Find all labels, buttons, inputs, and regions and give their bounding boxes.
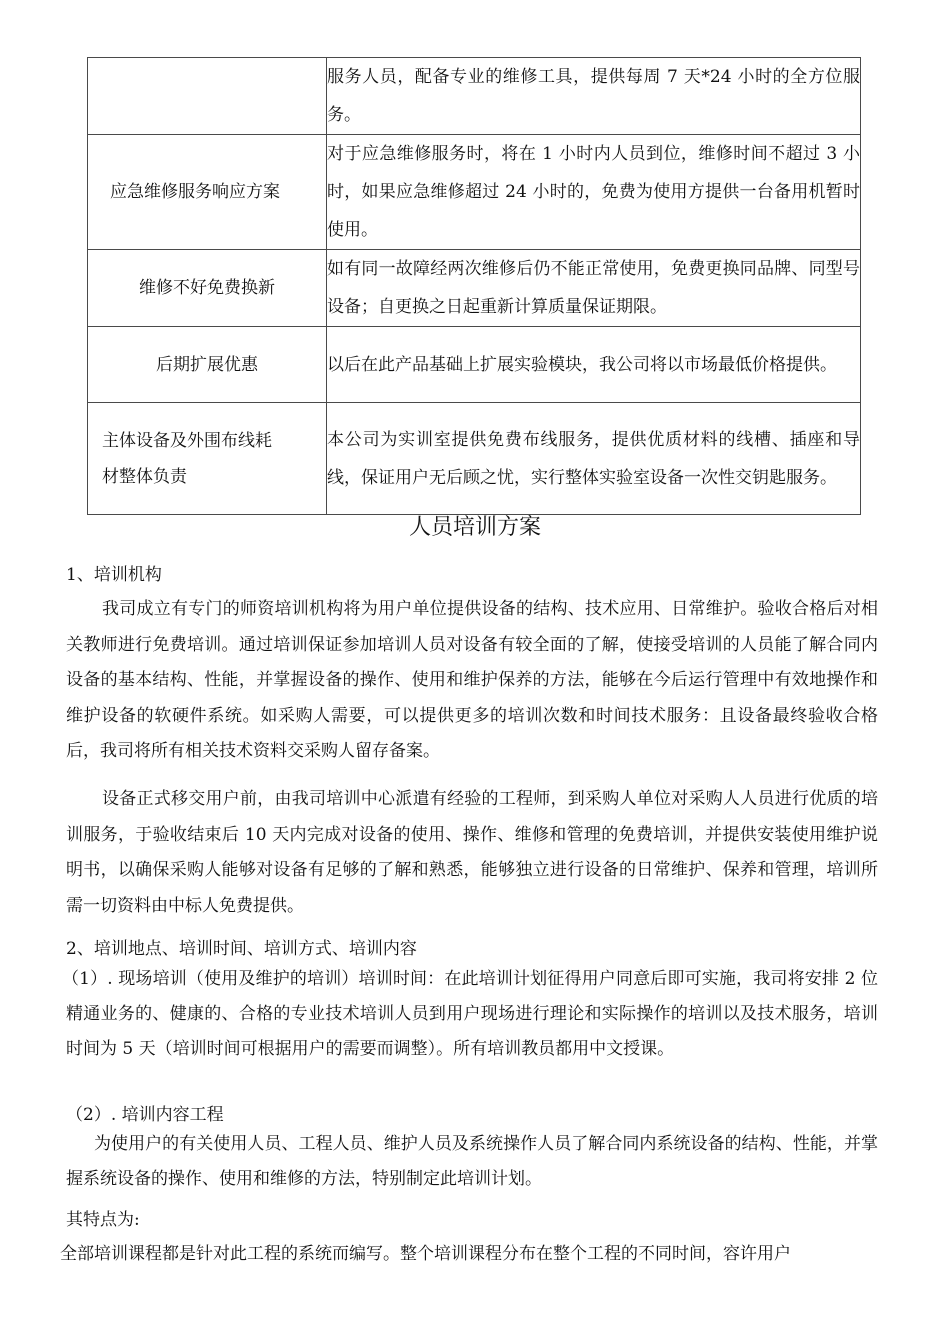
- page-title: 人员培训方案: [408, 515, 541, 540]
- table-row-label: 维修不好免费换新: [88, 250, 327, 327]
- paragraph: 全部培训课程都是针对此工程的系统而编写。整个培训课程分布在整个工程的不同时间，容许用户: [60, 1244, 791, 1264]
- paragraph: 我司成立有专门的师资培训机构将为用户单位提供设备的结构、技术应用、日常维护。验收合格后对相关教师进行免费培训。通过培训保证参加培训人员对设备有较全面的了解，使接受培训的人员能了解合同内设备的基本结构、性能，并掌握设备的操作、使用和维护保养的方法，能够在今后运行管理中有效地操作和维护设备的软硬件系统。如采购人需要，可以提供更多的培训次数和时间技术服务：且设备最终验收合格后，我司将所有相关技术资料交采购人留存备案。: [66, 599, 878, 761]
- table-row-description: 以后在此产品基础上扩展实验模块，我公司将以市场最低价格提供。: [327, 327, 861, 403]
- table-row: [88, 327, 861, 403]
- paragraph: 设备正式移交用户前，由我司培训中心派遣有经验的工程师，到采购人单位对采购人人员进行优质的培训服务，于验收结束后 10 天内完成对设备的使用、操作、维修和管理的免费培训，并提供安装使用维护说明书，以确保采购人能够对设备有足够的了解和熟悉，能够独立进行设备的日常维护、保养和管理，培训所需一切资料由中标人免费提供。: [66, 789, 878, 916]
- section-heading: 1、培训机构: [66, 565, 162, 585]
- table-row-label: 后期扩展优惠: [88, 327, 327, 403]
- table-row: [88, 58, 861, 135]
- table-row-label-text: 应急维修服务响应方案: [110, 182, 280, 202]
- section-heading: 2、培训地点、培训时间、培训方式、培训内容: [66, 939, 417, 959]
- table-row-label: [88, 58, 327, 135]
- service-table: [87, 57, 861, 515]
- table-row-description: 如有同一故障经两次维修后仍不能正常使用，免费更换同品牌、同型号设备；自更换之日起重新计算质量保证期限。: [327, 250, 861, 327]
- table-row: [88, 250, 861, 327]
- table-row-label: 主体设备及外围布线耗材整体负责: [88, 403, 327, 515]
- paragraph: （1）. 现场培训（使用及维护的培训）培训时间：在此培训计划征得用户同意后即可实施，我司将安排 2 位精通业务的、健康的、合格的专业技术培训人员到用户现场进行理论和实际操作的培训以及技术服务，培训时间为 5 天（培训时间可根据用户的需要而调整）。所有培训教员都用中文授课。: [62, 969, 878, 1059]
- paragraph: 为使用户的有关使用人员、工程人员、维护人员及系统操作人员了解合同内系统设备的结构、性能，并掌握系统设备的操作、使用和维修的方法，特别制定此培训计划。: [66, 1134, 878, 1189]
- section-heading: （2）. 培训内容工程: [66, 1105, 224, 1125]
- table-row: [88, 403, 861, 515]
- table-row-description: 对于应急维修服务时，将在 1 小时内人员到位，维修时间不超过 3 小时，如果应急维修超过 24 小时的，免费为使用方提供一台备用机暂时使用。: [327, 135, 861, 250]
- table-row-description: 服务人员，配备专业的维修工具，提供每周 7 天*24 小时的全方位服务。: [327, 58, 861, 135]
- table-row-label: [88, 135, 327, 250]
- table-row-description: 本公司为实训室提供免费布线服务，提供优质材料的线槽、插座和导线，保证用户无后顾之忧，实行整体实验室设备一次性交钥匙服务。: [327, 403, 861, 515]
- table-row: [88, 135, 861, 250]
- section-heading: 其特点为:: [66, 1210, 140, 1230]
